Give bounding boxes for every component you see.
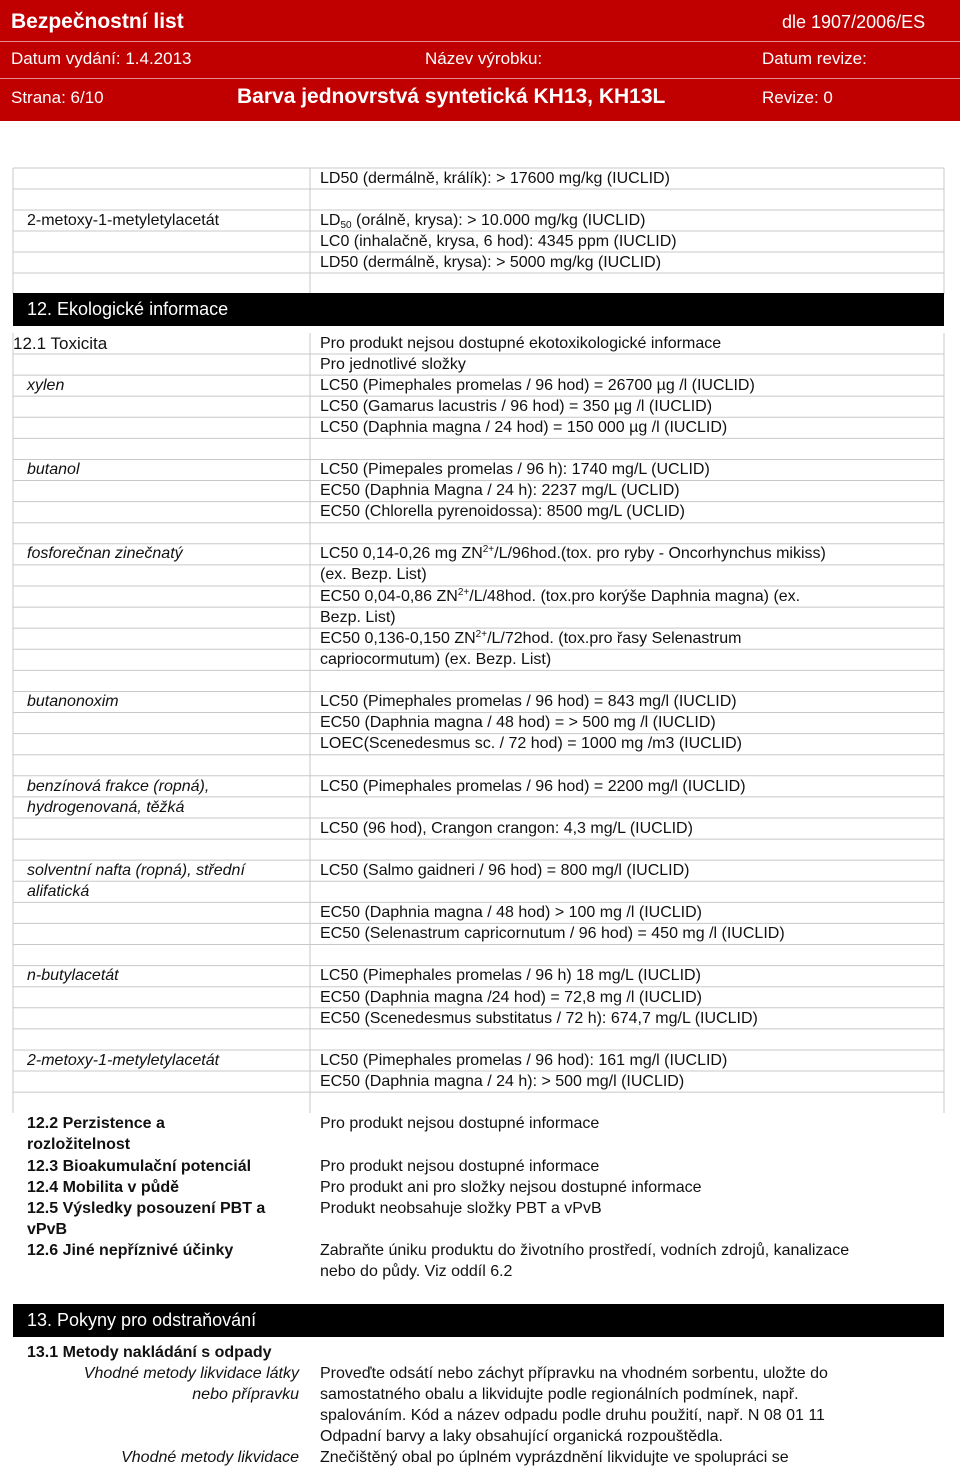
bioaccum-value: Pro produkt nejsou dostupné informace xyxy=(320,1158,600,1175)
suitable-methods-label-2: nebo přípravku xyxy=(192,1386,299,1403)
substance-butanonoxim: butanonoxim xyxy=(27,693,119,710)
nafta-line-3: EC50 (Selenastrum capricornutum / 96 hod) = 450 mg /l (IUCLID) xyxy=(320,925,785,942)
tox-ld50-dermal-rat: LD50 (dermálně, krysa): > 5000 mg/kg (IUCLID) xyxy=(320,254,662,271)
butanol-line-2: EC50 (Daphnia Magna / 24 h): 2237 mg/L (UCLID) xyxy=(320,482,680,499)
benzin-line-1: LC50 (Pimephales promelas / 96 hod) = 2200 mg/l (IUCLID) xyxy=(320,778,746,795)
packaging-methods-value: Znečištěný obal po úplném vyprázdnění likvidujte ve spolupráci se xyxy=(320,1449,789,1466)
nafta-line-1: LC50 (Salmo gaidneri / 96 hod) = 800 mg/l (IUCLID) xyxy=(320,862,690,879)
revision-number: Revize: 0 xyxy=(762,88,833,107)
substance-butylacetat: n-butylacetát xyxy=(27,967,119,984)
product-name-label: Název výrobku: xyxy=(425,49,543,68)
tox-ld50-dermal-rabbit: LD50 (dermálně, králík): > 17600 mg/kg (IUCLID) xyxy=(320,170,670,187)
metoxy-line-1: LC50 (Pimephales promelas / 96 hod): 161 mg/l (IUCLID) xyxy=(320,1052,728,1069)
pbt-value: Produkt neobsahuje složky PBT a vPvB xyxy=(320,1200,602,1217)
xylen-line-3: LC50 (Daphnia magna / 24 hod) = 150 000 µg /l (IUCLID) xyxy=(320,419,728,436)
butylacetat-line-3: EC50 (Scenedesmus substitatus / 72 h): 674,7 mg/L (IUCLID) xyxy=(320,1010,758,1027)
zinc-line-6: capriocormutum) (ex. Bezp. List) xyxy=(320,651,552,668)
metoxy-line-2: EC50 (Daphnia magna / 24 h): > 500 mg/l (IUCLID) xyxy=(320,1073,685,1090)
tox-lc0-inhal: LC0 (inhalačně, krysa, 6 hod): 4345 ppm (IUCLID) xyxy=(320,233,677,250)
section-12-heading: 12. Ekologické informace xyxy=(13,293,944,326)
substance-benzin-name-1: benzínová frakce (ropná), xyxy=(27,778,210,795)
suitable-methods-value-1: Proveďte odsátí nebo záchyt přípravku na vhodném sorbentu, uložte do xyxy=(320,1365,828,1382)
butanonoxim-line-3: LOEC(Scenedesmus sc. / 72 hod) = 1000 mg /m3 (IUCLID) xyxy=(320,735,742,752)
document-header xyxy=(0,0,960,121)
zinc-line-2: (ex. Bezp. List) xyxy=(320,566,427,583)
benzin-line-2: LC50 (96 hod), Crangon crangon: 4,3 mg/L (IUCLID) xyxy=(320,820,693,837)
butylacetat-line-2: EC50 (Daphnia magna /24 hod) = 72,8 mg /l (IUCLID) xyxy=(320,989,702,1006)
bioaccum-label: 12.3 Bioakumulační potenciál xyxy=(27,1158,252,1175)
substance-butanol: butanol xyxy=(27,461,80,478)
zinc-line-3: EC50 0,04-0,86 $ZN^{2+}/L/48hod$. (tox.pro korýše Daphnia magna) (ex. xyxy=(320,587,801,605)
packaging-methods-label: Vhodné metody likvidace xyxy=(121,1449,299,1466)
other-effects-value-1: Zabraňte úniku produktu do životního prostředí, vodních zdrojů, kanalizace xyxy=(320,1242,850,1259)
suitable-methods-value-4: Odpadní barvy a laky obsahující organická rozpouštědla. xyxy=(320,1428,723,1445)
persistence-value: Pro produkt nejsou dostupné informace xyxy=(320,1115,600,1132)
tox-ld50-oral: $LD_{50}$ (orálně, krysa): > 10.000 mg/kg (IUCLID) xyxy=(320,212,646,231)
toxicity-label: 12.1 Toxicita xyxy=(13,334,108,353)
substance-metoxy-name: 2-metoxy-1-metyletylacetát xyxy=(27,212,220,229)
butanonoxim-line-1: LC50 (Pimephales promelas / 96 hod) = 843 mg/l (IUCLID) xyxy=(320,693,737,710)
suitable-methods-value-2: samostatného obalu a likvidujte podle regionálních podmínek, např. xyxy=(320,1386,799,1403)
butanol-line-1: LC50 (Pimepales promelas / 96 h): 1740 mg/L (UCLID) xyxy=(320,461,710,478)
other-effects-value-2: nebo do půdy. Viz oddíl 6.2 xyxy=(320,1263,513,1280)
product-name: Barva jednovrstvá syntetická KH13, KH13L xyxy=(237,85,666,108)
pbt-label-2: vPvB xyxy=(27,1221,68,1238)
substance-nafta-name-1: solventní nafta (ropná), střední xyxy=(27,862,245,879)
document-title: Bezpečnostní list xyxy=(11,10,184,33)
substance-zinc-phosphate: fosforečnan zinečnatý xyxy=(27,545,183,562)
mobility-label: 12.4 Mobilita v půdě xyxy=(27,1179,180,1196)
page-number: Strana: 6/10 xyxy=(11,88,104,107)
header-divider xyxy=(0,41,960,42)
suitable-methods-value-3: spalováním. Kód a název odpadu podle druhu použití, např. N 08 01 11 xyxy=(320,1407,825,1424)
waste-methods-label: 13.1 Metody nakládání s odpady xyxy=(27,1344,272,1361)
toxicity-none: Pro produkt nejsou dostupné ekotoxikologické informace xyxy=(320,335,722,352)
components-label: Pro jednotlivé složky xyxy=(320,356,466,373)
nafta-line-2: EC50 (Daphnia magna / 48 hod) > 100 mg /l (IUCLID) xyxy=(320,904,702,921)
issue-date: Datum vydání: 1.4.2013 xyxy=(11,49,192,68)
persistence-label-1: 12.2 Perzistence a xyxy=(27,1115,165,1132)
xylen-line-1: LC50 (Pimephales promelas / 96 hod) = 26700 µg /l (IUCLID) xyxy=(320,377,755,394)
suitable-methods-label-1: Vhodné metody likvidace látky xyxy=(83,1365,299,1382)
substance-nafta-name-2: alifatická xyxy=(27,883,90,900)
zinc-line-4: Bezp. List) xyxy=(320,609,396,626)
section-13-heading: 13. Pokyny pro odstraňování xyxy=(13,1304,944,1337)
butylacetat-line-1: LC50 (Pimephales promelas / 96 h) 18 mg/L (IUCLID) xyxy=(320,967,701,984)
zinc-line-1: LC50 0,14-0,26 mg $ZN^{2+}/L/96hod.(tox$. pro ryby - Oncorhynchus mikiss) xyxy=(320,544,826,562)
revision-date-label: Datum revize: xyxy=(762,49,867,68)
substance-xylen: xylen xyxy=(27,377,65,394)
substance-benzin-name-2: hydrogenovaná, těžká xyxy=(27,799,185,816)
pbt-label-1: 12.5 Výsledky posouzení PBT a xyxy=(27,1200,266,1217)
zinc-line-5: EC50 0,136-0,150 $ZN^{2+}/L/72hod$. (tox.pro řasy Selenastrum xyxy=(320,629,742,647)
header-divider xyxy=(0,78,960,79)
substance-metoxy-eco: 2-metoxy-1-metyletylacetát xyxy=(27,1052,220,1069)
butanol-line-3: EC50 (Chlorella pyrenoidossa): 8500 mg/L (UCLID) xyxy=(320,503,685,520)
xylen-line-2: LC50 (Gamarus lacustris / 96 hod) = 350 µg /l (IUCLID) xyxy=(320,398,713,415)
mobility-value: Pro produkt ani pro složky nejsou dostupné informace xyxy=(320,1179,702,1196)
persistence-label-2: rozložitelnost xyxy=(27,1136,131,1153)
butanonoxim-line-2: EC50 (Daphnia magna / 48 hod) = > 500 mg /l (IUCLID) xyxy=(320,714,716,731)
regulation-label: dle 1907/2006/ES xyxy=(782,12,926,32)
other-effects-label: 12.6 Jiné nepříznivé účinky xyxy=(27,1242,234,1259)
